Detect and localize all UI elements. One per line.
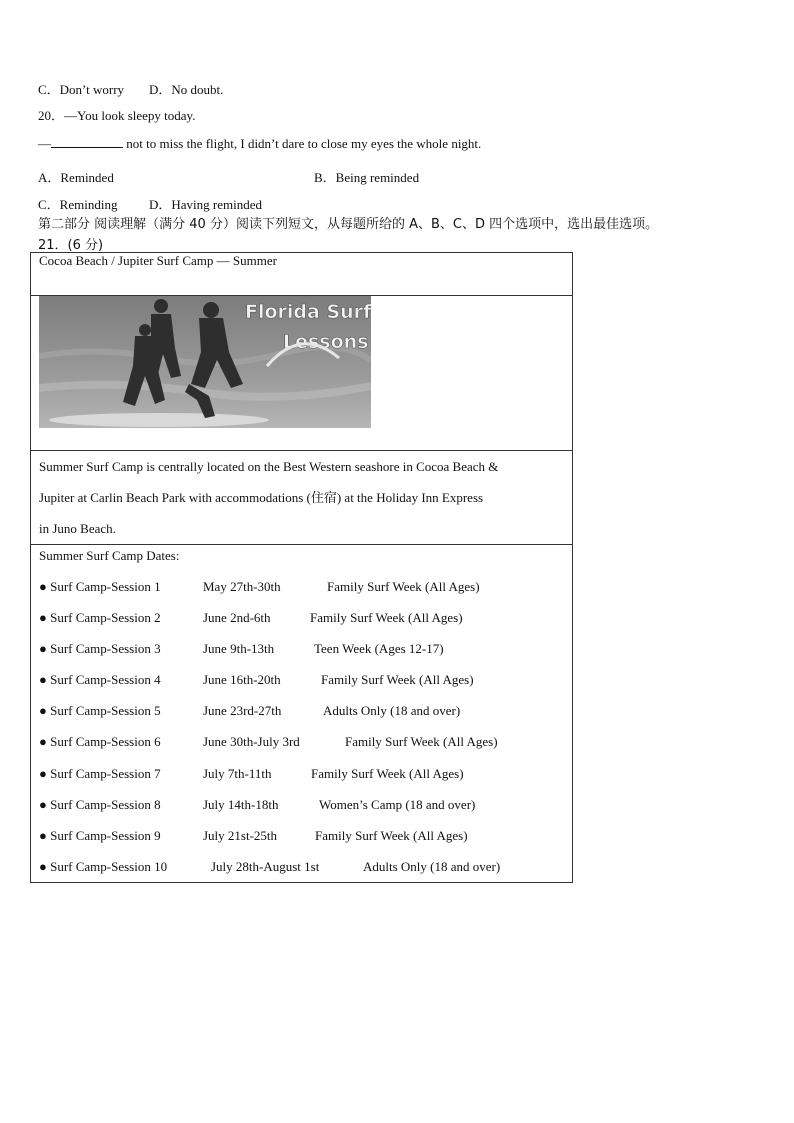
- session-name: ● Surf Camp-Session 10: [39, 858, 168, 874]
- option-c: C．Don’t worry: [38, 82, 125, 97]
- session-name: ● Surf Camp-Session 2: [39, 610, 161, 626]
- surfers-image: [39, 296, 371, 428]
- ad-title: Cocoa Beach / Jupiter Surf Camp — Summer: [31, 253, 573, 296]
- q20-option-b: B．Being reminded: [314, 170, 420, 185]
- session-dates: July 28th-August 1st: [211, 858, 320, 874]
- session-row: [39, 758, 564, 789]
- q20-option-c: C．Reminding: [38, 197, 118, 212]
- session-row: [39, 571, 564, 602]
- session-dates: June 23rd-27th: [203, 703, 282, 719]
- surf-lessons-photo: [39, 296, 371, 428]
- ad-description: [31, 451, 573, 545]
- q20-prompt: [38, 105, 195, 124]
- q20-option-a: A．Reminded: [38, 170, 114, 185]
- session-type: Teen Week (Ages 12-17): [314, 641, 444, 657]
- session-row: [39, 695, 564, 726]
- ad-description-row: [31, 451, 573, 545]
- session-type: Family Surf Week (All Ages): [311, 765, 464, 781]
- session-name: ● Surf Camp-Session 8: [39, 796, 161, 812]
- q19-options-row: [38, 79, 223, 98]
- session-type: Adults Only (18 and over): [363, 858, 501, 874]
- session-type: Adults Only (18 and over): [323, 703, 461, 719]
- session-dates: July 21st-25th: [203, 827, 278, 843]
- session-type: Family Surf Week (All Ages): [310, 610, 463, 626]
- session-dates: May 27th-30th: [203, 579, 281, 594]
- session-dates: July 14th-18th: [203, 796, 279, 812]
- ad-title-row: [31, 253, 573, 296]
- q20-prompt-text: —You look sleepy today.: [64, 108, 196, 123]
- ad-image-row: [31, 296, 573, 451]
- session-type: Family Surf Week (All Ages): [345, 734, 498, 750]
- session-type: Family Surf Week (All Ages): [315, 827, 468, 843]
- logo-text: Florida Surf: [245, 301, 371, 323]
- session-name: ● Surf Camp-Session 9: [39, 827, 161, 843]
- q20-dash: —: [38, 136, 51, 151]
- session-row: [39, 726, 564, 757]
- session-dates: June 9th-13th: [203, 641, 275, 657]
- option-d: D．No doubt.: [149, 82, 224, 97]
- session-dates: June 16th-20th: [203, 672, 281, 688]
- q20-options-cd: [38, 194, 262, 213]
- session-row: [39, 789, 564, 820]
- q20-options-ab: [38, 167, 419, 186]
- q20-option-d: D．Having reminded: [149, 197, 263, 212]
- session-row: [39, 851, 564, 882]
- session-name: ● Surf Camp-Session 7: [39, 765, 161, 781]
- session-dates: June 30th-July 3rd: [203, 734, 300, 750]
- section-heading: 第二部分 阅读理解（满分 40 分）阅读下列短文，从每题所给的 A、B、C、D 四个选项中，选出最佳选项。: [38, 217, 659, 232]
- answer-blank: [51, 136, 123, 148]
- ad-dates-row: [31, 545, 573, 883]
- session-name: ● Surf Camp-Session 3: [39, 641, 161, 657]
- session-name: ● Surf Camp-Session 4: [39, 672, 161, 688]
- q20-sentence: [38, 136, 481, 152]
- session-dates: July 7th-11th: [203, 765, 272, 781]
- session-row: [39, 633, 564, 664]
- q21-label: 21．(6 分): [38, 238, 104, 253]
- svg-text:Lessons: Lessons: [283, 331, 369, 353]
- session-name: ● Surf Camp-Session 1: [39, 579, 161, 594]
- session-type: Women’s Camp (18 and over): [319, 796, 476, 812]
- session-row: [39, 602, 564, 633]
- session-type: Family Surf Week (All Ages): [327, 579, 480, 594]
- session-dates: June 2nd-6th: [203, 610, 271, 626]
- surf-camp-ad-table: [30, 252, 573, 883]
- description-line: Jupiter at Carlin Beach Park with accommodations (住宿) at the Holiday Inn Express: [39, 490, 484, 505]
- session-type: Family Surf Week (All Ages): [321, 672, 474, 688]
- session-name: ● Surf Camp-Session 6: [39, 734, 161, 750]
- q20-number: 20．: [38, 108, 65, 123]
- session-row: [39, 664, 564, 695]
- session-name: ● Surf Camp-Session 5: [39, 703, 161, 719]
- description-line: Summer Surf Camp is centrally located on the Best Western seashore in Cocoa Beach &: [39, 459, 499, 474]
- dates-heading: Summer Surf Camp Dates:: [39, 548, 180, 563]
- q20-sentence-text: not to miss the flight, I didn’t dare to close my eyes the whole night.: [123, 136, 482, 151]
- description-line: in Juno Beach.: [39, 521, 116, 536]
- session-row: [39, 820, 564, 851]
